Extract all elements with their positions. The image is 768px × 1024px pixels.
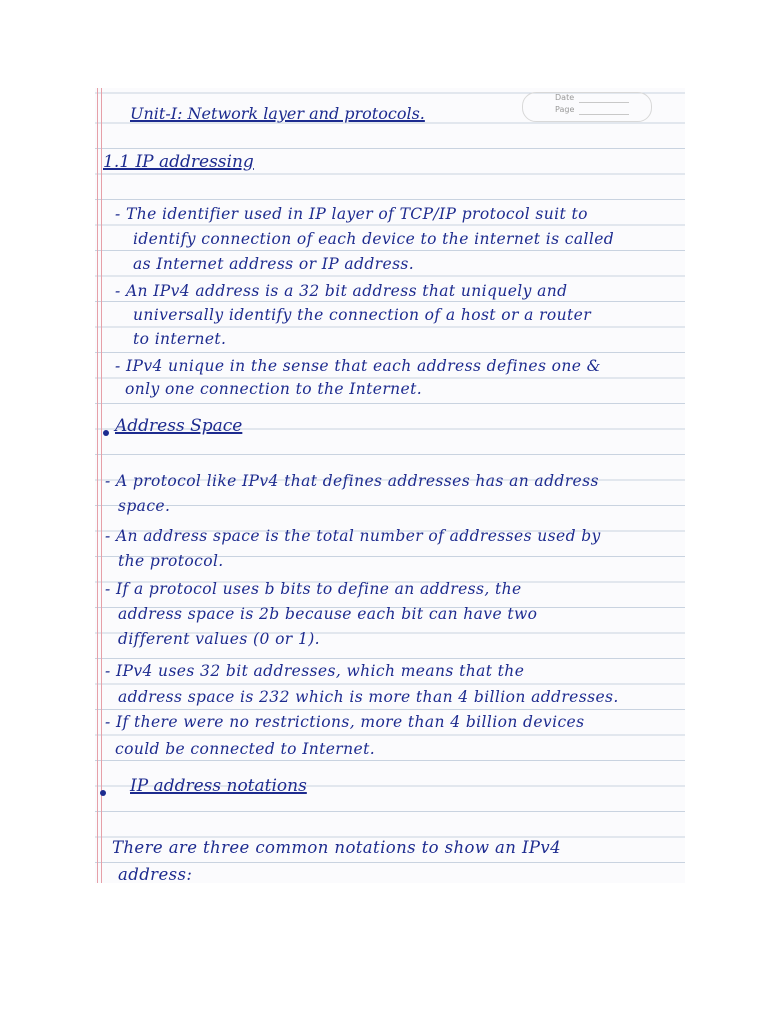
page-label: Page xyxy=(555,105,575,114)
text-line: - The identifier used in IP layer of TCP/IP protocol suit to xyxy=(115,205,588,223)
bullet-icon xyxy=(100,790,106,796)
text-line: address space is 2b because each bit can have two xyxy=(118,605,538,623)
text-line: - IPv4 unique in the sense that each address defines one & xyxy=(115,357,601,375)
date-page-box xyxy=(522,92,652,122)
date-label: Date xyxy=(555,93,575,102)
text-line: - A protocol like IPv4 that defines addresses has an address xyxy=(105,472,599,490)
text-line: address: xyxy=(118,865,193,884)
text-line: - An address space is the total number of addresses used by xyxy=(105,527,601,545)
text-line: - An IPv4 address is a 32 bit address that uniquely and xyxy=(115,282,568,300)
margin-line xyxy=(97,88,98,883)
section-heading-ip-addressing: 1.1 IP addressing xyxy=(103,152,254,172)
text-line: There are three common notations to show an IPv4 xyxy=(112,838,561,857)
bullet-icon xyxy=(103,430,109,436)
text-line: space. xyxy=(118,497,171,515)
text-line: identify connection of each device to the internet is called xyxy=(133,230,615,248)
text-line: universally identify the connection of a host or a router xyxy=(133,306,592,324)
text-line: only one connection to the Internet. xyxy=(125,380,423,398)
section-heading-ip-notations: IP address notations xyxy=(130,776,307,796)
text-line: could be connected to Internet. xyxy=(115,740,376,758)
section-heading-address-space: Address Space xyxy=(115,416,243,436)
text-line: as Internet address or IP address. xyxy=(133,255,415,273)
page-title: Unit-I: Network layer and protocols. xyxy=(130,104,425,123)
text-line: - IPv4 uses 32 bit addresses, which means that the xyxy=(105,662,525,680)
text-line: to internet. xyxy=(133,330,227,348)
text-line: the protocol. xyxy=(118,552,224,570)
text-line: address space is 232 which is more than 4 billion addresses. xyxy=(118,688,619,706)
text-line: - If there were no restrictions, more than 4 billion devices xyxy=(105,713,585,731)
text-line: - If a protocol uses b bits to define an address, the xyxy=(105,580,522,598)
text-line: different values (0 or 1). xyxy=(118,630,320,648)
margin-line xyxy=(101,88,102,883)
